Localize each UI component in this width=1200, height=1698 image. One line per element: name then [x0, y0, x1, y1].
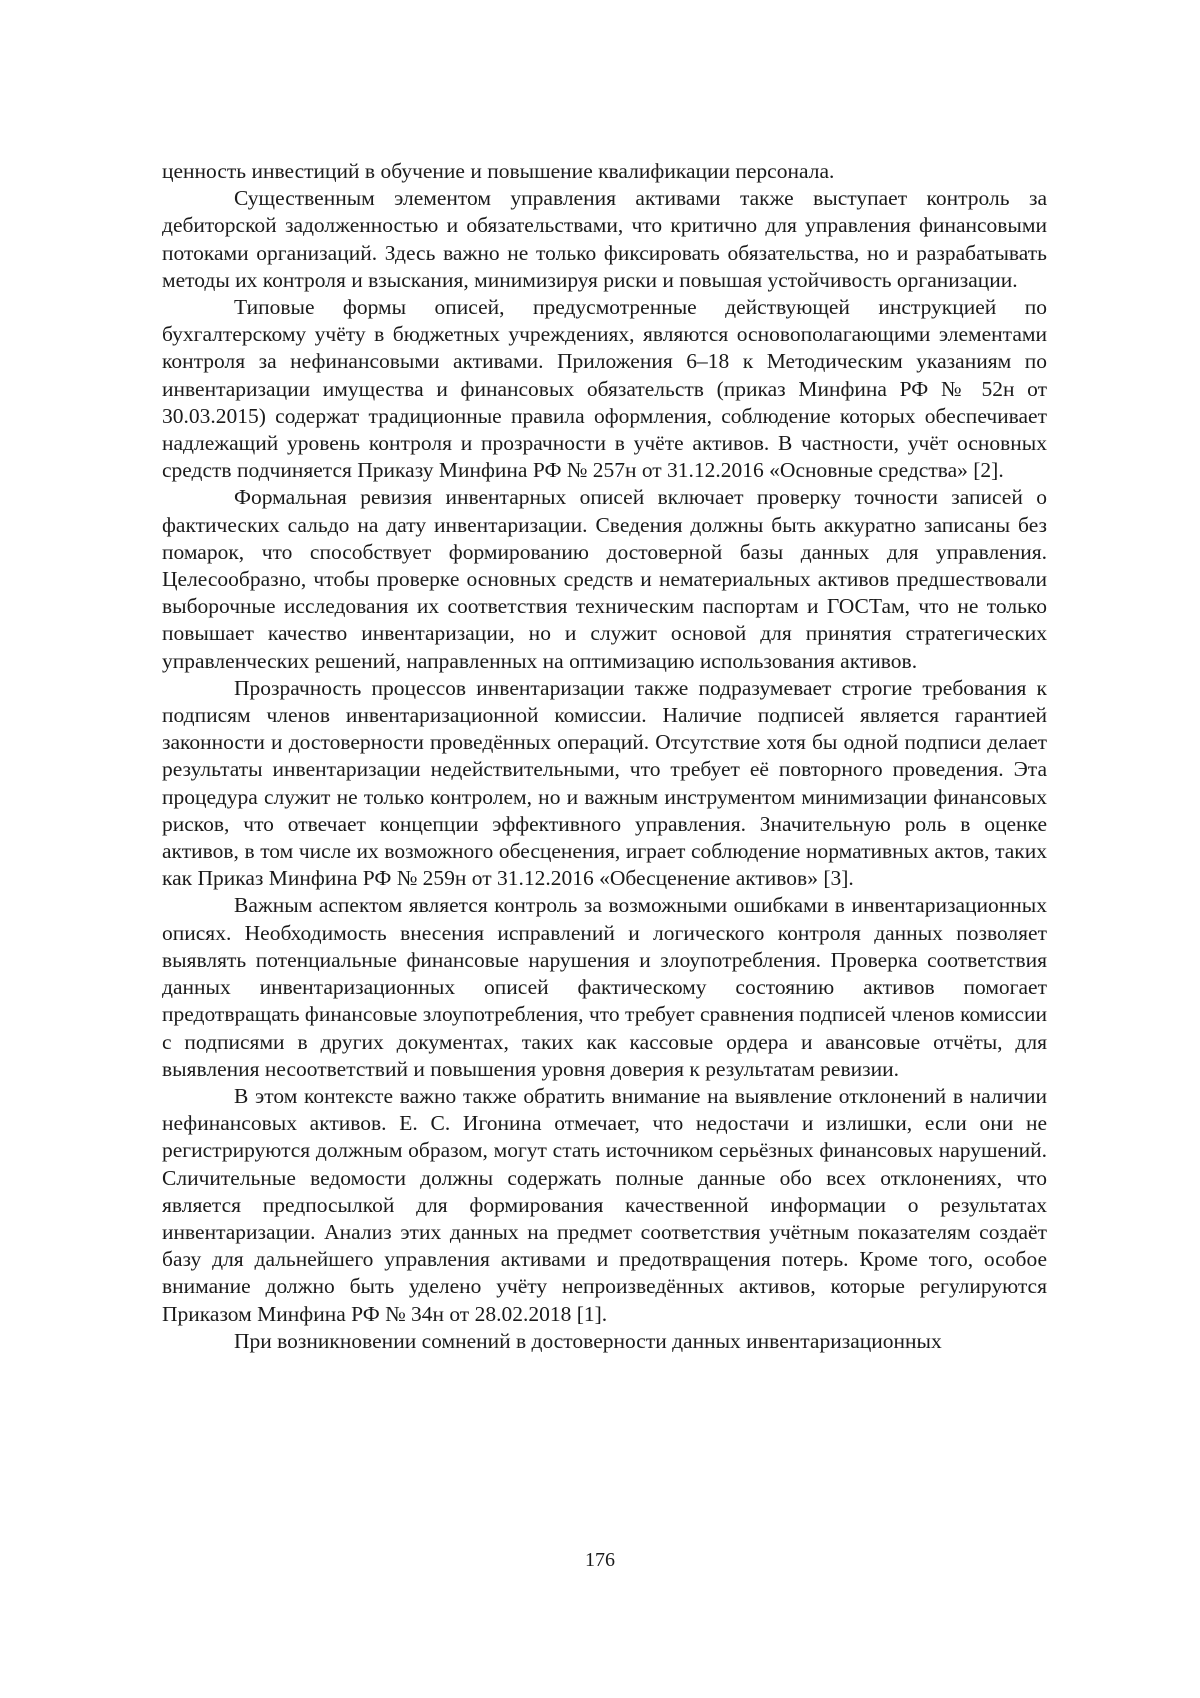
paragraph: При возникновении сомнений в достоверности данных инвентаризационных [162, 1328, 1047, 1355]
paragraph: Типовые формы описей, предусмотренные действующей инструкцией по бухгалтерскому учёту в бюджетных учреждениях, являются основополагающими элементами контроля за нефинансовыми активами. Приложения 6–18 к Методическим указаниям по инвентаризации имущества и финансовых обязательств (приказ Минфина РФ № 52н от 30.03.2015) содержат традиционные правила оформления, соблюдение которых обеспечивает надлежащий уровень контроля и прозрачности в учёте активов. В частности, учёт основных средств подчиняется Приказу Минфина РФ № 257н от 31.12.2016 «Основные средства» [2]. [162, 294, 1047, 484]
paragraph: Существенным элементом управления активами также выступает контроль за дебиторской задолженностью и обязательствами, что критично для управления финансовыми потоками организаций. Здесь важно не только фиксировать обязательства, но и разрабатывать методы их контроля и взыскания, минимизируя риски и повышая устойчивость организации. [162, 185, 1047, 294]
paragraph: В этом контексте важно также обратить внимание на выявление отклонений в наличии нефинансовых активов. Е. С. Игонина отмечает, что недостачи и излишки, если они не регистрируются должным образом, могут стать источником серьёзных финансовых нарушений. Сличительные ведомости должны содержать полные данные обо всех отклонениях, что является предпосылкой для формирования качественной информации о результатах инвентаризации. Анализ этих данных на предмет соответствия учётным показателям создаёт базу для дальнейшего управления активами и предотвращения потерь. Кроме того, особое внимание должно быть уделено учёту непроизведённых активов, которые регулируются Приказом Минфина РФ № 34н от 28.02.2018 [1]. [162, 1083, 1047, 1328]
page-number: 176 [0, 1548, 1200, 1572]
paragraph: Прозрачность процессов инвентаризации также подразумевает строгие требования к подписям членов инвентаризационной комиссии. Наличие подписей является гарантией законности и достоверности проведённых операций. Отсутствие хотя бы одной подписи делает результаты инвентаризации недействительными, что требует её повторного проведения. Эта процедура служит не только контролем, но и важным инструментом минимизации финансовых рисков, что отвечает концепции эффективного управления. Значительную роль в оценке активов, в том числе их возможного обесценения, играет соблюдение нормативных актов, таких как Приказ Минфина РФ № 259н от 31.12.2016 «Обесценение активов» [3]. [162, 675, 1047, 893]
paragraph: ценность инвестиций в обучение и повышение квалификации персонала. [162, 158, 1047, 185]
paragraph: Формальная ревизия инвентарных описей включает проверку точности записей о фактических сальдо на дату инвентаризации. Сведения должны быть аккуратно записаны без помарок, что способствует формированию достоверной базы данных для управления. Целесообразно, чтобы проверке основных средств и нематериальных активов предшествовали выборочные исследования их соответствия техническим паспортам и ГОСТам, что не только повышает качество инвентаризации, но и служит основой для принятия стратегических управленческих решений, направленных на оптимизацию использования активов. [162, 484, 1047, 674]
page-body [162, 158, 1047, 1355]
paragraph: Важным аспектом является контроль за возможными ошибками в инвентаризационных описях. Необходимость внесения исправлений и логического контроля данных позволяет выявлять потенциальные финансовые нарушения и злоупотребления. Проверка соответствия данных инвентаризационных описей фактическому состоянию активов помогает предотвращать финансовые злоупотребления, что требует сравнения подписей членов комиссии с подписями в других документах, таких как кассовые ордера и авансовые отчёты, для выявления несоответствий и повышения уровня доверия к результатам ревизии. [162, 892, 1047, 1082]
